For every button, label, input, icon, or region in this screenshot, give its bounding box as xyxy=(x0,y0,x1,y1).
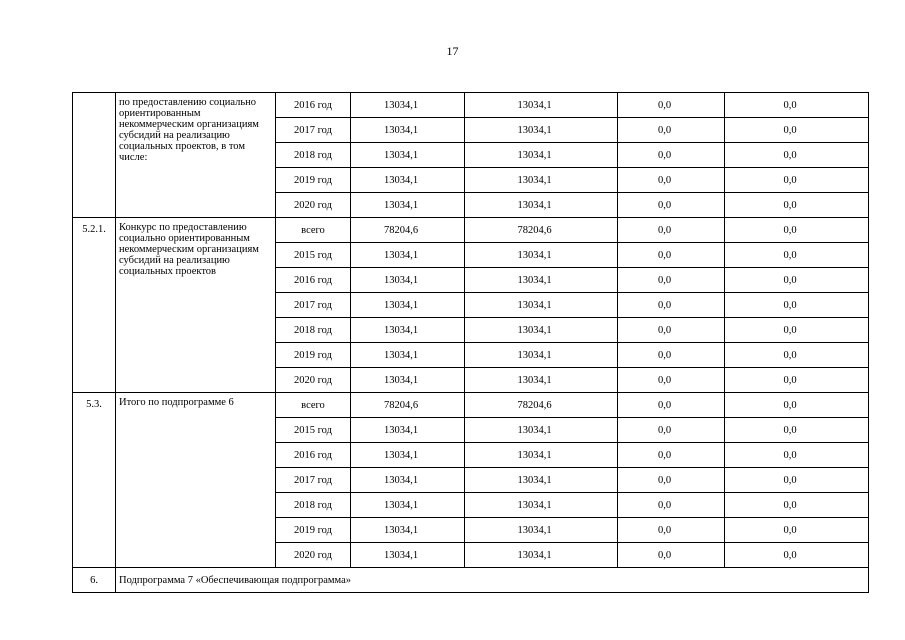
source-4-cell: 0,0 xyxy=(725,343,869,368)
total-funding-cell: 13034,1 xyxy=(351,318,465,343)
total-funding-cell: 13034,1 xyxy=(351,168,465,193)
source-3-cell: 0,0 xyxy=(618,118,725,143)
subprogram-title: Подпрограмма 7 «Обеспечивающая подпрограмма» xyxy=(116,568,869,593)
period-cell: 2017 год xyxy=(276,468,351,493)
budget-funding-cell: 13034,1 xyxy=(465,118,618,143)
period-cell: 2015 год xyxy=(276,418,351,443)
source-4-cell: 0,0 xyxy=(725,193,869,218)
period-cell: 2017 год xyxy=(276,118,351,143)
source-4-cell: 0,0 xyxy=(725,418,869,443)
source-4-cell: 0,0 xyxy=(725,243,869,268)
item-number: 5.3. xyxy=(73,393,116,568)
period-cell: 2016 год xyxy=(276,443,351,468)
source-3-cell: 0,0 xyxy=(618,293,725,318)
source-4-cell: 0,0 xyxy=(725,118,869,143)
budget-funding-cell: 13034,1 xyxy=(465,518,618,543)
source-3-cell: 0,0 xyxy=(618,393,725,418)
period-cell: 2020 год xyxy=(276,193,351,218)
budget-funding-cell: 13034,1 xyxy=(465,168,618,193)
source-4-cell: 0,0 xyxy=(725,268,869,293)
budget-funding-cell: 13034,1 xyxy=(465,493,618,518)
budget-funding-cell: 13034,1 xyxy=(465,443,618,468)
budget-funding-cell: 13034,1 xyxy=(465,318,618,343)
period-cell: всего xyxy=(276,393,351,418)
source-4-cell: 0,0 xyxy=(725,293,869,318)
period-cell: 2018 год xyxy=(276,493,351,518)
source-4-cell: 0,0 xyxy=(725,143,869,168)
total-funding-cell: 13034,1 xyxy=(351,543,465,568)
source-3-cell: 0,0 xyxy=(618,268,725,293)
total-funding-cell: 13034,1 xyxy=(351,93,465,118)
source-3-cell: 0,0 xyxy=(618,543,725,568)
source-3-cell: 0,0 xyxy=(618,168,725,193)
source-3-cell: 0,0 xyxy=(618,218,725,243)
period-cell: 2019 год xyxy=(276,518,351,543)
period-cell: 2016 год xyxy=(276,268,351,293)
period-cell: 2019 год xyxy=(276,168,351,193)
total-funding-cell: 78204,6 xyxy=(351,393,465,418)
period-cell: 2017 год xyxy=(276,293,351,318)
period-cell: 2020 год xyxy=(276,368,351,393)
item-description: Конкурс по предоставлению социально ориентированным некоммерческим организациям субсидий на реализацию социальных проектов xyxy=(116,218,276,393)
source-3-cell: 0,0 xyxy=(618,143,725,168)
source-3-cell: 0,0 xyxy=(618,418,725,443)
source-4-cell: 0,0 xyxy=(725,468,869,493)
table-row xyxy=(73,393,869,418)
source-3-cell: 0,0 xyxy=(618,493,725,518)
total-funding-cell: 13034,1 xyxy=(351,443,465,468)
total-funding-cell: 13034,1 xyxy=(351,518,465,543)
table-row xyxy=(73,93,869,118)
table-body xyxy=(73,93,869,593)
source-4-cell: 0,0 xyxy=(725,443,869,468)
budget-funding-cell: 13034,1 xyxy=(465,93,618,118)
source-3-cell: 0,0 xyxy=(618,518,725,543)
source-4-cell: 0,0 xyxy=(725,93,869,118)
item-number xyxy=(73,93,116,218)
budget-funding-cell: 13034,1 xyxy=(465,543,618,568)
source-4-cell: 0,0 xyxy=(725,168,869,193)
budget-funding-cell: 13034,1 xyxy=(465,268,618,293)
budget-funding-cell: 13034,1 xyxy=(465,193,618,218)
budget-funding-cell: 78204,6 xyxy=(465,218,618,243)
period-cell: 2019 год xyxy=(276,343,351,368)
source-4-cell: 0,0 xyxy=(725,368,869,393)
table-row xyxy=(73,218,869,243)
total-funding-cell: 13034,1 xyxy=(351,418,465,443)
source-3-cell: 0,0 xyxy=(618,243,725,268)
source-3-cell: 0,0 xyxy=(618,368,725,393)
total-funding-cell: 13034,1 xyxy=(351,293,465,318)
total-funding-cell: 13034,1 xyxy=(351,243,465,268)
total-funding-cell: 13034,1 xyxy=(351,343,465,368)
budget-funding-cell: 13034,1 xyxy=(465,343,618,368)
source-4-cell: 0,0 xyxy=(725,218,869,243)
source-3-cell: 0,0 xyxy=(618,193,725,218)
budget-table xyxy=(72,92,869,593)
source-3-cell: 0,0 xyxy=(618,468,725,493)
source-3-cell: 0,0 xyxy=(618,443,725,468)
period-cell: 2016 год xyxy=(276,93,351,118)
budget-funding-cell: 78204,6 xyxy=(465,393,618,418)
page-number: 17 xyxy=(446,44,459,58)
period-cell: 2020 год xyxy=(276,543,351,568)
budget-funding-cell: 13034,1 xyxy=(465,143,618,168)
source-4-cell: 0,0 xyxy=(725,493,869,518)
budget-funding-cell: 13034,1 xyxy=(465,243,618,268)
budget-funding-cell: 13034,1 xyxy=(465,468,618,493)
item-number: 6. xyxy=(73,568,116,593)
source-4-cell: 0,0 xyxy=(725,318,869,343)
source-3-cell: 0,0 xyxy=(618,318,725,343)
period-cell: всего xyxy=(276,218,351,243)
period-cell: 2015 год xyxy=(276,243,351,268)
source-4-cell: 0,0 xyxy=(725,518,869,543)
item-number: 5.2.1. xyxy=(73,218,116,393)
budget-funding-cell: 13034,1 xyxy=(465,418,618,443)
source-4-cell: 0,0 xyxy=(725,543,869,568)
budget-funding-cell: 13034,1 xyxy=(465,368,618,393)
total-funding-cell: 13034,1 xyxy=(351,118,465,143)
table-row xyxy=(73,568,869,593)
total-funding-cell: 13034,1 xyxy=(351,468,465,493)
total-funding-cell: 78204,6 xyxy=(351,218,465,243)
period-cell: 2018 год xyxy=(276,143,351,168)
source-3-cell: 0,0 xyxy=(618,343,725,368)
total-funding-cell: 13034,1 xyxy=(351,143,465,168)
source-3-cell: 0,0 xyxy=(618,93,725,118)
source-4-cell: 0,0 xyxy=(725,393,869,418)
total-funding-cell: 13034,1 xyxy=(351,368,465,393)
item-description: по предоставлению социально ориентированным некоммерческим организациям субсидий на реализацию социальных проектов, в том числе: xyxy=(116,93,276,218)
total-funding-cell: 13034,1 xyxy=(351,493,465,518)
total-funding-cell: 13034,1 xyxy=(351,268,465,293)
budget-funding-cell: 13034,1 xyxy=(465,293,618,318)
item-description: Итого по подпрограмме 6 xyxy=(116,393,276,568)
total-funding-cell: 13034,1 xyxy=(351,193,465,218)
period-cell: 2018 год xyxy=(276,318,351,343)
